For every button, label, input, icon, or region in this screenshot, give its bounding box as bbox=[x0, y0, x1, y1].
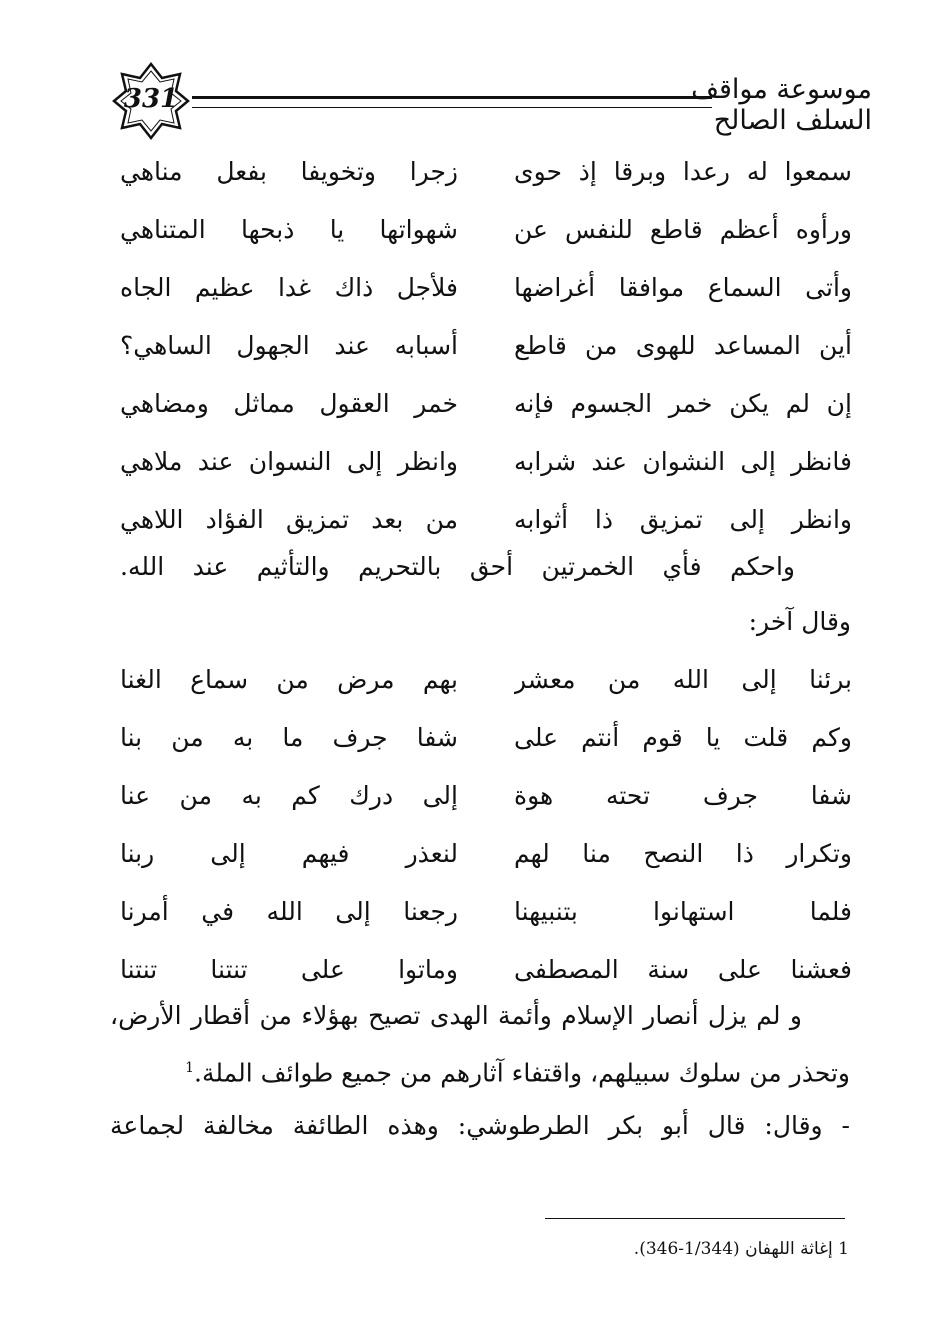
paragraph-line-text: وتحذر من سلوك سبيلهم، واقتفاء آثارهم من جميع طوائف الملة. bbox=[194, 1058, 850, 1088]
page-number-badge bbox=[112, 62, 190, 140]
paragraph-line: و لم يزل أنصار الإسلام وأئمة الهدى تصيح بهؤلاء من أقطار الأرض، bbox=[110, 1001, 802, 1030]
verse-second-half: زجرا وتخويفا بفعل مناهي bbox=[120, 157, 458, 186]
verse-second-half: شهواتها يا ذبحها المتناهي bbox=[120, 215, 458, 244]
verse-second-half: فلأجل ذاك غدا عظيم الجاه bbox=[120, 273, 458, 302]
verse-second-half: لنعذر فيهم إلى ربنا bbox=[120, 839, 458, 868]
footnote bbox=[634, 1236, 849, 1262]
verse-second-half: أسبابه عند الجهول الساهي؟ bbox=[120, 331, 458, 360]
verse-second-half: من بعد تمزيق الفؤاد اللاهي bbox=[120, 505, 458, 534]
verse bbox=[120, 774, 852, 832]
footnote-number: 1 bbox=[838, 1239, 849, 1259]
verse-second-half: رجعنا إلى الله في أمرنا bbox=[120, 897, 458, 926]
verse-first-half: فلما استهانوا بتنبيهنا bbox=[514, 897, 852, 926]
verse-full-line: واحكم فأي الخمرتين أحق بالتحريم والتأثيم عند الله. bbox=[120, 552, 795, 581]
verse-second-half: خمر العقول مماثل ومضاهي bbox=[120, 389, 458, 418]
verse bbox=[120, 382, 852, 440]
verse-first-half: برئنا إلى الله من معشر bbox=[514, 665, 852, 694]
verse-second-half: بهم مرض من سماع الغنا bbox=[120, 665, 458, 694]
footnote-rule bbox=[545, 1218, 845, 1219]
verse bbox=[120, 440, 852, 498]
verse-second-half: شفا جرف ما به من بنا bbox=[120, 723, 458, 752]
poem-1 bbox=[120, 150, 852, 556]
verse-first-half: فانظر إلى النشوان عند شرابه bbox=[514, 447, 852, 476]
verse-first-half: ورأوه أعظم قاطع للنفس عن bbox=[514, 215, 852, 244]
book-title: موسوعة مواقف السلف الصالح bbox=[691, 74, 872, 136]
page-number: 331 bbox=[123, 84, 179, 114]
verse-first-half: وأتى السماع موافقا أغراضها bbox=[514, 273, 852, 302]
verse bbox=[120, 716, 852, 774]
verse-first-half: وكم قلت يا قوم أنتم على bbox=[514, 723, 852, 752]
verse-second-half: وماتوا على تنتنا تنتنا bbox=[120, 955, 458, 984]
header-rule bbox=[192, 96, 712, 108]
verse-first-half: أين المساعد للهوى من قاطع bbox=[514, 331, 852, 360]
paragraph-line bbox=[110, 1042, 850, 1099]
verse-first-half: وانظر إلى تمزيق ذا أثوابه bbox=[514, 505, 852, 534]
verse-first-half: سمعوا له رعدا وبرقا إذ حوى bbox=[514, 157, 852, 186]
verse bbox=[120, 324, 852, 382]
verse-second-half: إلى درك كم به من عنا bbox=[120, 781, 458, 810]
verse bbox=[120, 150, 852, 208]
verse-first-half: إن لم يكن خمر الجسوم فإنه bbox=[514, 389, 852, 418]
page-header bbox=[112, 62, 872, 142]
verse bbox=[120, 890, 852, 948]
verse bbox=[120, 832, 852, 890]
verse-first-half: فعشنا على سنة المصطفى bbox=[514, 955, 852, 984]
verse bbox=[120, 266, 852, 324]
verse-first-half: وتكرار ذا النصح منا لهم bbox=[514, 839, 852, 868]
body-paragraph-2: - وقال: قال أبو بكر الطرطوشي: وهذه الطائفة مخالفة لجماعة bbox=[110, 1111, 850, 1140]
poem-2 bbox=[120, 658, 852, 1006]
verse bbox=[120, 208, 852, 266]
footnote-reference: 1 bbox=[185, 1060, 195, 1076]
footnote-text: إغاثة اللهفان (1/344-346). bbox=[633, 1239, 833, 1259]
verse bbox=[120, 658, 852, 716]
body-paragraph bbox=[110, 990, 850, 1099]
poem-2-intro: وقال آخر: bbox=[748, 607, 851, 636]
verse-second-half: وانظر إلى النسوان عند ملاهي bbox=[120, 447, 458, 476]
verse-first-half: شفا جرف تحته هوة bbox=[514, 781, 852, 810]
